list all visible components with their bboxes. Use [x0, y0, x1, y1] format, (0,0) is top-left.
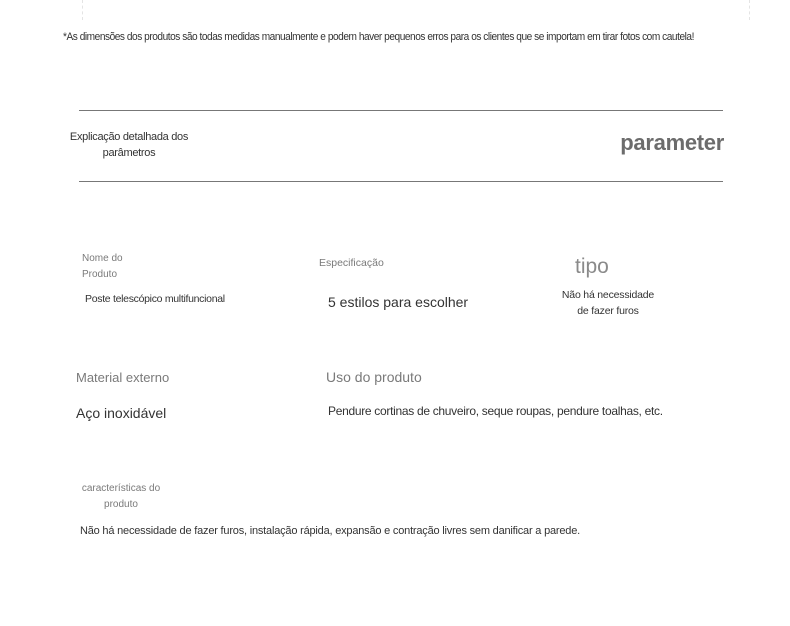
- material-value: Aço inoxidável: [76, 405, 167, 421]
- section-title-line2: parâmetros: [102, 147, 156, 159]
- product-name-value: Poste telescópico multifuncional: [85, 293, 225, 305]
- section-title: [62, 129, 196, 161]
- specification-label: Especificação: [319, 257, 384, 269]
- section-top-divider: [79, 110, 723, 111]
- dimension-disclaimer: *As dimensões dos produtos são todas medidas manualmente e podem haver pequenos erros para os clientes que se importam em tirar fotos com cautela!: [63, 31, 694, 43]
- features-label: características do produto: [81, 483, 161, 510]
- usage-label: Uso do produto: [326, 369, 422, 385]
- usage-value: Pendure cortinas de chuveiro, seque roupas, pendure toalhas, etc.: [328, 404, 663, 418]
- specification-value: 5 estilos para escolher: [328, 294, 469, 310]
- type-label: tipo: [575, 255, 609, 278]
- top-image-frame-edge: [82, 0, 750, 20]
- section-bottom-divider: [79, 181, 723, 182]
- section-title-line1: Explicação detalhada dos: [69, 131, 189, 143]
- parameter-logo: parameter: [620, 130, 724, 155]
- type-value: Não há necessidade de fazer furos: [561, 289, 655, 317]
- features-value: Não há necessidade de fazer furos, instalação rápida, expansão e contração livres sem danificar a parede.: [80, 525, 580, 537]
- product-name-label: Nome do Produto: [82, 253, 123, 280]
- material-label: Material externo: [76, 370, 170, 385]
